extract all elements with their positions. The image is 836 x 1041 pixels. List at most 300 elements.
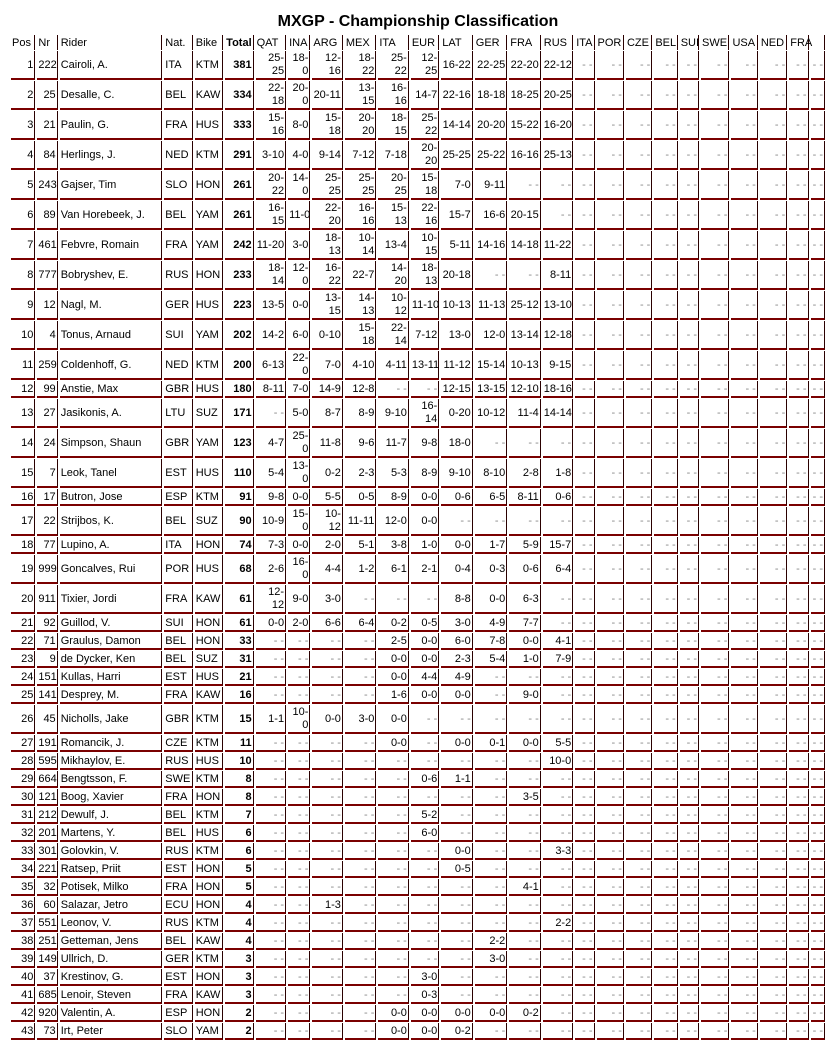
race-result-cell: - - xyxy=(811,987,825,1004)
race-result-cell: - - xyxy=(597,489,624,506)
rider-name-cell: Kullas, Harri xyxy=(60,669,163,686)
race-result-cell: - - xyxy=(680,933,699,950)
race-result-cell: - - xyxy=(575,807,594,824)
race-result-cell: 0-0 xyxy=(378,735,408,752)
race-result-cell: - - xyxy=(441,753,472,770)
race-result-cell: 20-11 xyxy=(312,81,342,110)
position-cell: 43 xyxy=(11,1023,35,1040)
bike-cell: KTM xyxy=(195,807,223,824)
race-result-cell: 4-7 xyxy=(256,429,286,458)
race-result-cell: - - xyxy=(626,201,652,230)
race-result-cell: 0-0 xyxy=(378,1005,408,1022)
race-result-cell: 7-0 xyxy=(441,171,472,200)
race-result-cell: - - xyxy=(509,933,540,950)
race-result-cell: - - xyxy=(441,969,472,986)
rider-name-cell: Ullrich, D. xyxy=(60,951,163,968)
race-result-cell: - - xyxy=(701,261,729,290)
race-result-cell: - - xyxy=(345,843,376,860)
race-result-cell: 0-0 xyxy=(475,585,508,614)
race-result-cell: - - xyxy=(680,1005,699,1022)
race-result-cell: - - xyxy=(378,843,408,860)
position-cell: 2 xyxy=(11,81,35,110)
race-result-value: 20-25 xyxy=(390,172,407,197)
bike-cell: HUS xyxy=(195,669,223,686)
race-result-cell: 0-0 xyxy=(288,291,310,320)
race-result-value: 16-16 xyxy=(390,82,407,107)
race-result-cell: - - xyxy=(760,933,787,950)
race-result-cell: - - xyxy=(288,753,310,770)
race-result-cell: - - xyxy=(626,861,652,878)
race-result-cell: - - xyxy=(680,669,699,686)
race-result-cell: 0-0 xyxy=(441,537,472,554)
rider-name-cell: Romancik, J. xyxy=(60,735,163,752)
race-result-cell: 15-7 xyxy=(441,201,472,230)
number-cell: 201 xyxy=(37,825,57,842)
nationality-cell: BEL xyxy=(164,933,192,950)
race-result-cell: 1-3 xyxy=(312,897,342,914)
total-points-cell: 2 xyxy=(225,1005,253,1022)
race-result-cell: - - xyxy=(312,633,342,650)
race-result-cell: - - xyxy=(345,951,376,968)
race-result-cell: - - xyxy=(789,789,808,806)
bike-cell: KTM xyxy=(195,771,223,788)
race-result-value: 14-0 xyxy=(292,172,309,197)
race-result-cell: 20-25 xyxy=(543,81,573,110)
table-row xyxy=(11,51,825,80)
total-points-cell: 123 xyxy=(225,429,253,458)
race-result-value: 15-18 xyxy=(421,172,438,197)
race-result-cell: 4-4 xyxy=(411,669,439,686)
race-result-cell: - - xyxy=(680,429,699,458)
race-result-cell: - - xyxy=(626,489,652,506)
race-result-cell xyxy=(312,507,342,536)
race-result-cell: - - xyxy=(731,51,757,80)
race-result-cell: 22-25 xyxy=(475,51,508,80)
race-result-cell: - - xyxy=(654,555,677,584)
race-result-cell: - - xyxy=(731,633,757,650)
rider-name-cell: de Dycker, Ken xyxy=(60,651,163,668)
race-result-cell: - - xyxy=(256,915,286,932)
race-result-cell: - - xyxy=(654,507,677,536)
number-cell: 243 xyxy=(37,171,57,200)
race-result-cell: 15-14 xyxy=(475,351,508,380)
bike-cell: HON xyxy=(195,537,223,554)
race-result-cell: - - xyxy=(760,705,787,734)
race-result-cell: - - xyxy=(575,81,594,110)
race-result-cell: - - xyxy=(626,459,652,488)
race-result-cell: 3-0 xyxy=(288,231,310,260)
race-result-cell: 13-0 xyxy=(441,321,472,350)
race-result-cell: 14-7 xyxy=(411,81,439,110)
race-result-cell: 11-22 xyxy=(543,231,573,260)
nationality-cell: CZE xyxy=(164,735,192,752)
race-result-cell xyxy=(312,171,342,200)
total-points-cell: 31 xyxy=(225,651,253,668)
nationality-cell: EST xyxy=(164,969,192,986)
race-result-cell: - - xyxy=(378,381,408,398)
table-row xyxy=(11,429,825,458)
race-result-cell: - - xyxy=(811,585,825,614)
column-header: Pos xyxy=(11,35,35,50)
total-points-cell: 33 xyxy=(225,633,253,650)
race-result-cell: 2-6 xyxy=(256,555,286,584)
race-result-value: 15-13 xyxy=(390,202,407,227)
race-result-cell: - - xyxy=(654,861,677,878)
race-result-cell: - - xyxy=(575,615,594,632)
race-result-cell: 13-15 xyxy=(475,381,508,398)
position-cell: 21 xyxy=(11,615,35,632)
position-cell: 9 xyxy=(11,291,35,320)
race-result-cell: - - xyxy=(575,879,594,896)
total-points-cell: 233 xyxy=(225,261,253,290)
race-result-cell: - - xyxy=(789,771,808,788)
rider-name-cell: Simpson, Shaun xyxy=(60,429,163,458)
table-row xyxy=(11,141,825,170)
race-result-cell: - - xyxy=(654,771,677,788)
race-result-value: 22-20 xyxy=(324,202,341,227)
race-result-cell: 1-1 xyxy=(441,771,472,788)
rider-name-cell: Getteman, Jens xyxy=(60,933,163,950)
position-cell: 39 xyxy=(11,951,35,968)
race-result-cell: - - xyxy=(312,861,342,878)
total-points-cell: 3 xyxy=(225,969,253,986)
race-result-value: 14-20 xyxy=(390,262,407,287)
race-result-cell: - - xyxy=(789,633,808,650)
race-result-cell: 0-0 xyxy=(378,1023,408,1040)
bike-cell: HON xyxy=(195,633,223,650)
nationality-cell: EST xyxy=(164,459,192,488)
race-result-cell: - - xyxy=(701,537,729,554)
race-result-cell: - - xyxy=(731,489,757,506)
race-result-cell: - - xyxy=(811,171,825,200)
race-result-value: 20-22 xyxy=(268,172,285,197)
race-result-cell: - - xyxy=(597,969,624,986)
race-result-cell: 2-2 xyxy=(543,915,573,932)
race-result-cell: - - xyxy=(626,651,652,668)
position-cell: 38 xyxy=(11,933,35,950)
race-result-cell: - - xyxy=(575,789,594,806)
race-result-cell: - - xyxy=(701,399,729,428)
race-result-cell xyxy=(345,51,376,80)
race-result-cell xyxy=(411,399,439,428)
race-result-cell: - - xyxy=(441,789,472,806)
race-result-cell: 6-5 xyxy=(475,489,508,506)
race-result-cell: - - xyxy=(701,687,729,704)
race-result-cell: - - xyxy=(760,555,787,584)
race-result-cell: 2-0 xyxy=(312,537,342,554)
race-result-cell: 0-2 xyxy=(312,459,342,488)
race-result-cell: - - xyxy=(811,669,825,686)
race-result-cell: - - xyxy=(345,753,376,770)
race-result-cell: - - xyxy=(256,399,286,428)
race-result-cell: - - xyxy=(597,753,624,770)
race-result-cell: - - xyxy=(701,321,729,350)
race-result-cell: - - xyxy=(789,111,808,140)
number-cell: 221 xyxy=(37,861,57,878)
nationality-cell: GER xyxy=(164,291,192,320)
race-result-cell: - - xyxy=(760,987,787,1004)
total-points-cell: 3 xyxy=(225,951,253,968)
race-result-cell: 13-10 xyxy=(543,291,573,320)
race-result-cell: - - xyxy=(701,735,729,752)
race-result-cell: - - xyxy=(312,969,342,986)
bike-cell: HUS xyxy=(195,111,223,140)
race-result-value: 18-14 xyxy=(268,262,285,287)
race-result-cell: - - xyxy=(411,381,439,398)
table-row xyxy=(11,633,825,650)
race-result-cell: 7-0 xyxy=(288,381,310,398)
race-result-cell: - - xyxy=(626,555,652,584)
race-result-cell: - - xyxy=(654,897,677,914)
race-result-cell: - - xyxy=(626,987,652,1004)
bike-cell: HON xyxy=(195,1005,223,1022)
race-result-cell: - - xyxy=(312,753,342,770)
table-row xyxy=(11,705,825,734)
race-result-cell: - - xyxy=(680,489,699,506)
race-result-cell: - - xyxy=(789,489,808,506)
race-result-cell: - - xyxy=(288,933,310,950)
race-result-cell: - - xyxy=(654,141,677,170)
race-result-cell: 0-2 xyxy=(509,1005,540,1022)
race-result-cell: - - xyxy=(475,825,508,842)
bike-cell: KTM xyxy=(195,735,223,752)
race-result-cell: - - xyxy=(597,537,624,554)
total-points-cell: 291 xyxy=(225,141,253,170)
race-result-value: 16-22 xyxy=(324,262,341,287)
nationality-cell: ECU xyxy=(164,897,192,914)
rider-name-cell: Krestinov, G. xyxy=(60,969,163,986)
race-result-cell: - - xyxy=(680,879,699,896)
race-result-cell: - - xyxy=(256,753,286,770)
bike-cell: KTM xyxy=(195,951,223,968)
race-result-cell xyxy=(256,201,286,230)
race-result-cell: - - xyxy=(811,753,825,770)
table-row xyxy=(11,261,825,290)
race-result-cell xyxy=(378,111,408,140)
race-result-cell: - - xyxy=(575,555,594,584)
race-result-cell: - - xyxy=(575,201,594,230)
race-result-cell: - - xyxy=(312,687,342,704)
race-result-cell: - - xyxy=(789,753,808,770)
nationality-cell: BEL xyxy=(164,81,192,110)
position-cell: 12 xyxy=(11,381,35,398)
race-result-cell: 15-22 xyxy=(509,111,540,140)
race-result-cell: 12-15 xyxy=(441,381,472,398)
race-result-cell: - - xyxy=(411,585,439,614)
race-result-cell: - - xyxy=(575,51,594,80)
race-result-cell: 2-3 xyxy=(345,459,376,488)
race-result-cell: - - xyxy=(680,399,699,428)
race-result-cell: - - xyxy=(543,951,573,968)
race-result-cell: - - xyxy=(575,771,594,788)
race-result-cell: - - xyxy=(626,879,652,896)
table-row xyxy=(11,897,825,914)
bike-cell: SUZ xyxy=(195,651,223,668)
race-result-cell: - - xyxy=(811,897,825,914)
race-result-cell: - - xyxy=(575,861,594,878)
race-result-cell: - - xyxy=(288,771,310,788)
race-result-cell: - - xyxy=(701,651,729,668)
bike-cell: KAW xyxy=(195,933,223,950)
race-result-cell: - - xyxy=(626,231,652,260)
race-result-cell xyxy=(378,261,408,290)
race-result-cell: - - xyxy=(811,381,825,398)
position-cell: 1 xyxy=(11,51,35,80)
bike-cell: HON xyxy=(195,171,223,200)
position-cell: 42 xyxy=(11,1005,35,1022)
race-result-cell: - - xyxy=(626,537,652,554)
race-result-cell: - - xyxy=(760,651,787,668)
total-points-cell: 74 xyxy=(225,537,253,554)
race-result-cell: - - xyxy=(760,51,787,80)
race-result-cell: - - xyxy=(597,915,624,932)
race-result-cell: - - xyxy=(789,669,808,686)
race-result-cell: - - xyxy=(701,861,729,878)
race-result-cell: - - xyxy=(811,321,825,350)
race-result-cell: - - xyxy=(509,507,540,536)
race-result-cell: - - xyxy=(597,615,624,632)
total-points-cell: 68 xyxy=(225,555,253,584)
race-result-cell: 0-0 xyxy=(411,651,439,668)
column-header: Nr xyxy=(37,35,57,50)
race-result-cell: - - xyxy=(288,987,310,1004)
header-row xyxy=(11,35,825,50)
race-result-cell: - - xyxy=(811,81,825,110)
race-result-cell: 9-8 xyxy=(411,429,439,458)
race-result-cell: 14-14 xyxy=(441,111,472,140)
race-result-cell: - - xyxy=(626,735,652,752)
race-result-cell: 12-0 xyxy=(378,507,408,536)
race-result-cell: - - xyxy=(575,291,594,320)
race-result-cell: - - xyxy=(680,459,699,488)
race-result-cell: - - xyxy=(575,987,594,1004)
race-result-cell: - - xyxy=(626,1023,652,1040)
nationality-cell: SLO xyxy=(164,1023,192,1040)
race-result-cell: 16-22 xyxy=(441,51,472,80)
race-result-value: 16-16 xyxy=(358,202,375,227)
race-result-cell: 6-0 xyxy=(441,633,472,650)
total-points-cell: 61 xyxy=(225,585,253,614)
race-result-cell: 4-0 xyxy=(288,141,310,170)
race-result-cell: 0-0 xyxy=(441,735,472,752)
race-result-cell: 7-7 xyxy=(509,615,540,632)
race-result-cell: - - xyxy=(475,861,508,878)
race-result-value: 18-13 xyxy=(324,232,341,257)
race-result-cell: - - xyxy=(345,633,376,650)
race-result-cell: 8-9 xyxy=(378,489,408,506)
race-result-cell: - - xyxy=(626,291,652,320)
race-result-cell: 20-18 xyxy=(441,261,472,290)
position-cell: 30 xyxy=(11,789,35,806)
position-cell: 19 xyxy=(11,555,35,584)
race-result-cell: 25-12 xyxy=(509,291,540,320)
race-result-cell: - - xyxy=(288,651,310,668)
race-result-cell: - - xyxy=(597,1023,624,1040)
race-result-value: 22-14 xyxy=(390,322,407,347)
race-result-cell: 0-0 xyxy=(441,687,472,704)
table-row xyxy=(11,615,825,632)
table-row xyxy=(11,399,825,428)
race-result-cell: - - xyxy=(475,705,508,734)
race-result-value: 22-18 xyxy=(268,82,285,107)
position-cell: 14 xyxy=(11,429,35,458)
race-result-cell: - - xyxy=(411,705,439,734)
race-result-cell xyxy=(312,261,342,290)
nationality-cell: EST xyxy=(164,861,192,878)
race-result-cell: 3-0 xyxy=(441,615,472,632)
table-row xyxy=(11,807,825,824)
race-result-cell: 13-4 xyxy=(378,231,408,260)
race-result-cell: - - xyxy=(312,1023,342,1040)
race-result-cell: - - xyxy=(626,969,652,986)
race-result-cell: - - xyxy=(811,825,825,842)
race-result-cell: 0-0 xyxy=(441,843,472,860)
race-result-cell: - - xyxy=(597,633,624,650)
position-cell: 31 xyxy=(11,807,35,824)
race-result-cell: - - xyxy=(701,201,729,230)
race-result-value: 20-20 xyxy=(358,112,375,137)
race-result-cell: 22-20 xyxy=(509,51,540,80)
race-result-cell: - - xyxy=(626,615,652,632)
race-result-cell: - - xyxy=(760,771,787,788)
race-result-cell: 2-2 xyxy=(475,933,508,950)
position-cell: 25 xyxy=(11,687,35,704)
race-result-cell: - - xyxy=(731,825,757,842)
race-result-cell: - - xyxy=(475,915,508,932)
race-result-cell: 0-0 xyxy=(509,735,540,752)
race-result-value: 18-0 xyxy=(292,52,309,77)
race-result-cell: - - xyxy=(575,381,594,398)
race-result-cell: - - xyxy=(288,687,310,704)
race-result-cell: - - xyxy=(543,705,573,734)
race-result-cell: - - xyxy=(411,753,439,770)
race-result-cell: 3-8 xyxy=(378,537,408,554)
table-row xyxy=(11,987,825,1004)
race-result-cell xyxy=(345,81,376,110)
table-row xyxy=(11,171,825,200)
race-result-cell: - - xyxy=(789,459,808,488)
race-result-cell: - - xyxy=(626,51,652,80)
race-result-cell: - - xyxy=(654,789,677,806)
nationality-cell: BEL xyxy=(164,651,192,668)
race-result-cell: - - xyxy=(626,843,652,860)
bike-cell: KTM xyxy=(195,351,223,380)
race-result-cell: - - xyxy=(256,861,286,878)
race-result-cell: 11-20 xyxy=(256,231,286,260)
table-row xyxy=(11,933,825,950)
bike-cell: HON xyxy=(195,261,223,290)
race-result-cell: 11-7 xyxy=(378,429,408,458)
number-cell: 251 xyxy=(37,933,57,950)
race-result-cell: - - xyxy=(731,969,757,986)
nationality-cell: FRA xyxy=(164,879,192,896)
race-result-cell: - - xyxy=(441,807,472,824)
number-cell: 121 xyxy=(37,789,57,806)
race-result-cell: - - xyxy=(701,897,729,914)
classification-table xyxy=(9,34,827,1041)
nationality-cell: EST xyxy=(164,669,192,686)
race-result-cell: - - xyxy=(597,843,624,860)
race-result-cell: - - xyxy=(312,651,342,668)
race-result-cell: - - xyxy=(760,807,787,824)
race-result-cell: 0-3 xyxy=(475,555,508,584)
race-result-cell xyxy=(256,585,286,614)
race-result-cell xyxy=(256,261,286,290)
race-result-cell xyxy=(411,171,439,200)
race-result-cell: - - xyxy=(256,687,286,704)
race-result-cell: - - xyxy=(680,843,699,860)
race-result-cell: - - xyxy=(680,771,699,788)
